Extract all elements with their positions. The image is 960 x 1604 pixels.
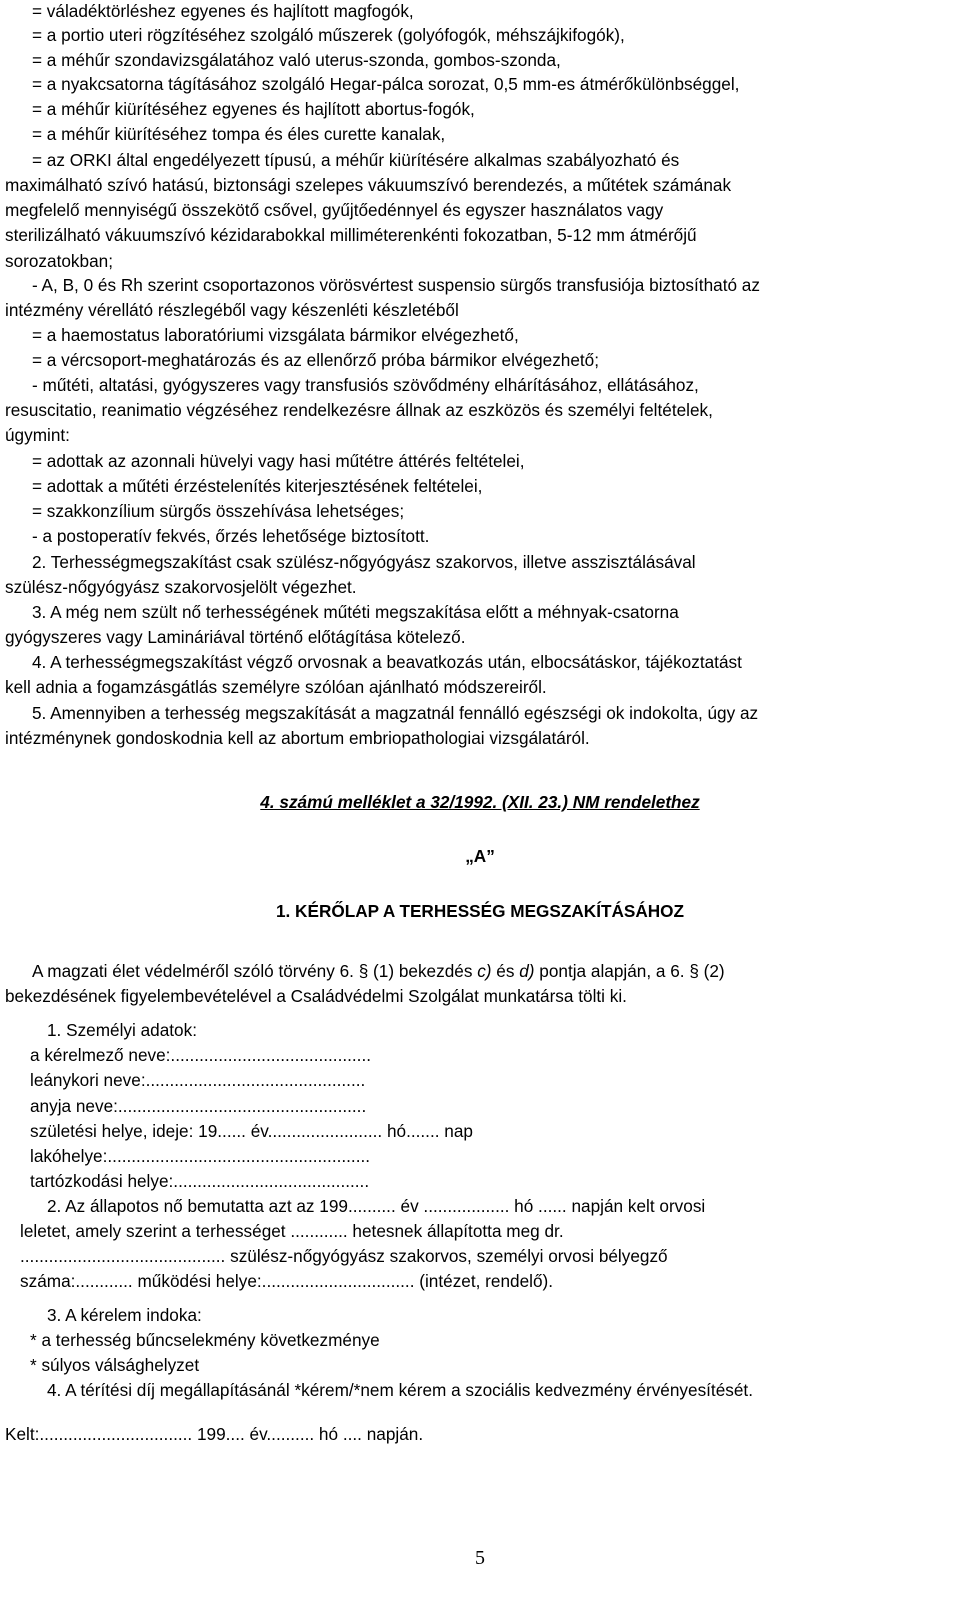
text-line: 5. Amennyiben a terhesség megszakítását a magzatnál fennálló egészségi ok indokolta, úgy az — [32, 703, 759, 723]
form-title: 1. KÉRŐLAP A TERHESSÉG MEGSZAKÍTÁSÁHOZ — [275, 901, 685, 921]
intro-text-b: pontja alapján, a 6. § (2) — [534, 961, 725, 981]
text-line: = a nyakcsatorna tágításához szolgáló Hegar-pálca sorozat, 0,5 mm-es átmérőkülönbséggel, — [32, 74, 740, 94]
intro-line: bekezdésének figyelembevételével a Családvédelmi Szolgálat munkatársa tölti ki. — [5, 986, 627, 1006]
page-number: 5 — [475, 1547, 485, 1569]
text-line: úgymint: — [5, 425, 70, 445]
intro-point-d: d) — [519, 961, 535, 981]
text-line: = adottak a műtéti érzéstelenítés kiterjesztésének feltételei, — [32, 476, 483, 496]
form-field: születési helye, ideje: 19...... év........................ hó....... nap — [30, 1121, 473, 1141]
text-line: sterilizálható vákuumszívó kézidarabokkal milliméterenkénti fokozatban, 5-12 mm átmérőjű — [5, 225, 697, 245]
text-line: resuscitatio, reanimatio végzéséhez rendelkezésre állnak az eszközös és személyi feltételek, — [5, 400, 713, 420]
intro-text-and: és — [491, 961, 520, 981]
text-line: 2. Az állapotos nő bemutatta azt az 199.......... év .................. hó ...... napján kelt orvosi — [47, 1196, 706, 1216]
form-field: lakóhelye:....................................................... — [30, 1146, 371, 1166]
text-line: = a portio uteri rögzítéséhez szolgáló műszerek (golyófogók, méhszájkifogók), — [32, 25, 625, 45]
fee-section: 4. A térítési díj megállapításánál *kérem/*nem kérem a szociális kedvezmény érvényesítését. — [47, 1380, 753, 1400]
section-heading: 1. Személyi adatok: — [47, 1020, 197, 1040]
text-line: = a méhűr kiürítéséhez egyenes és hajlított abortus-fogók, — [32, 99, 475, 119]
text-line: 4. A terhességmegszakítást végző orvosnak a beavatkozás után, elbocsátáskor, tájékoztatást — [32, 652, 742, 672]
annex-heading: 4. számú melléklet a 32/1992. (XII. 23.) NM rendelethez — [260, 792, 700, 812]
text-line: = a haemostatus laboratóriumi vizsgálata bármikor elvégezhető, — [32, 325, 519, 345]
text-line: = az ORKI által engedélyezett típusú, a méhűr kiürítésére alkalmas szabályozható és — [32, 150, 680, 170]
text-line: szülész-nőgyógyász szakorvosjelölt végezhet. — [5, 577, 357, 597]
text-line: maximálható szívó hatású, biztonsági szelepes vákuumszívó berendezés, a műtétek számának — [5, 175, 732, 195]
form-field: anyja neve:.................................................... — [30, 1096, 367, 1116]
date-line: Kelt:................................ 199.... év.......... hó .... napján. — [5, 1424, 424, 1444]
form-field: leánykori neve:.............................................. — [30, 1070, 366, 1090]
text-line: - műtéti, altatási, gyógyszeres vagy transfusiós szövődmény elhárításához, ellátásához, — [32, 375, 699, 395]
list-item: * a terhesség bűncselekmény következménye — [30, 1330, 380, 1350]
form-letter: „A” — [465, 846, 495, 866]
text-line: leletet, amely szerint a terhességet ............ hetesnek állapította meg dr. — [20, 1221, 564, 1241]
text-line: gyógyszeres vagy Lamináriával történő előtágítása kötelező. — [5, 627, 466, 647]
text-line: sorozatokban; — [5, 251, 113, 271]
text-line: = szakkonzílium sürgős összehívása lehetséges; — [32, 501, 405, 521]
text-line: - A, B, 0 és Rh szerint csoportazonos vörösvértest suspensio sürgős transfusiója biztosítható az — [32, 275, 760, 295]
text-line: intézménynek gondoskodnia kell az abortum embriopathologiai vizsgálatáról. — [5, 728, 590, 748]
text-line: - a postoperatív fekvés, őrzés lehetősége biztosított. — [32, 526, 430, 546]
text-line: = a méhűr kiürítéséhez tompa és éles curette kanalak, — [32, 124, 446, 144]
text-line: = a vércsoport-meghatározás és az ellenőrző próba bármikor elvégezhető; — [32, 350, 600, 370]
intro-point-c: c) — [477, 961, 492, 981]
text-line: száma:............ működési helye:................................ (intézet, rendelő). — [20, 1271, 554, 1291]
text-line: megfelelő mennyiségű összekötő csővel, gyűjtőedénnyel és egyszer használatos vagy — [5, 200, 664, 220]
form-field: tartózkodási helye:......................................... — [30, 1171, 370, 1191]
text-line: = a méhűr szondavizsgálatához való uterus-szonda, gombos-szonda, — [32, 50, 561, 70]
intro-line — [32, 961, 725, 981]
text-line: 2. Terhességmegszakítást csak szülész-nőgyógyász szakorvos, illetve asszisztálásával — [32, 552, 696, 572]
text-line: kell adnia a fogamzásgátlás személyre szólóan ajánlható módszereiről. — [5, 677, 547, 697]
intro-text-a: A magzati élet védelméről szóló törvény 6. § (1) bekezdés — [32, 961, 478, 981]
text-line: 3. A még nem szült nő terhességének műtéti megszakítása előtt a méhnyak-csatorna — [32, 602, 679, 622]
text-line: = váladéktörléshez egyenes és hajlított magfogók, — [32, 1, 414, 21]
text-line: ........................................... szülész-nőgyógyász szakorvos, személyi orvosi bélyegző — [20, 1246, 668, 1266]
list-item: * súlyos válsághelyzet — [30, 1355, 200, 1375]
text-line: = adottak az azonnali hüvelyi vagy hasi műtétre áttérés feltételei, — [32, 451, 525, 471]
form-field: a kérelmező neve:.......................................... — [30, 1045, 371, 1065]
text-line: intézmény vérellátó részlegéből vagy készenléti készletéből — [5, 300, 459, 320]
section-heading: 3. A kérelem indoka: — [47, 1305, 202, 1325]
